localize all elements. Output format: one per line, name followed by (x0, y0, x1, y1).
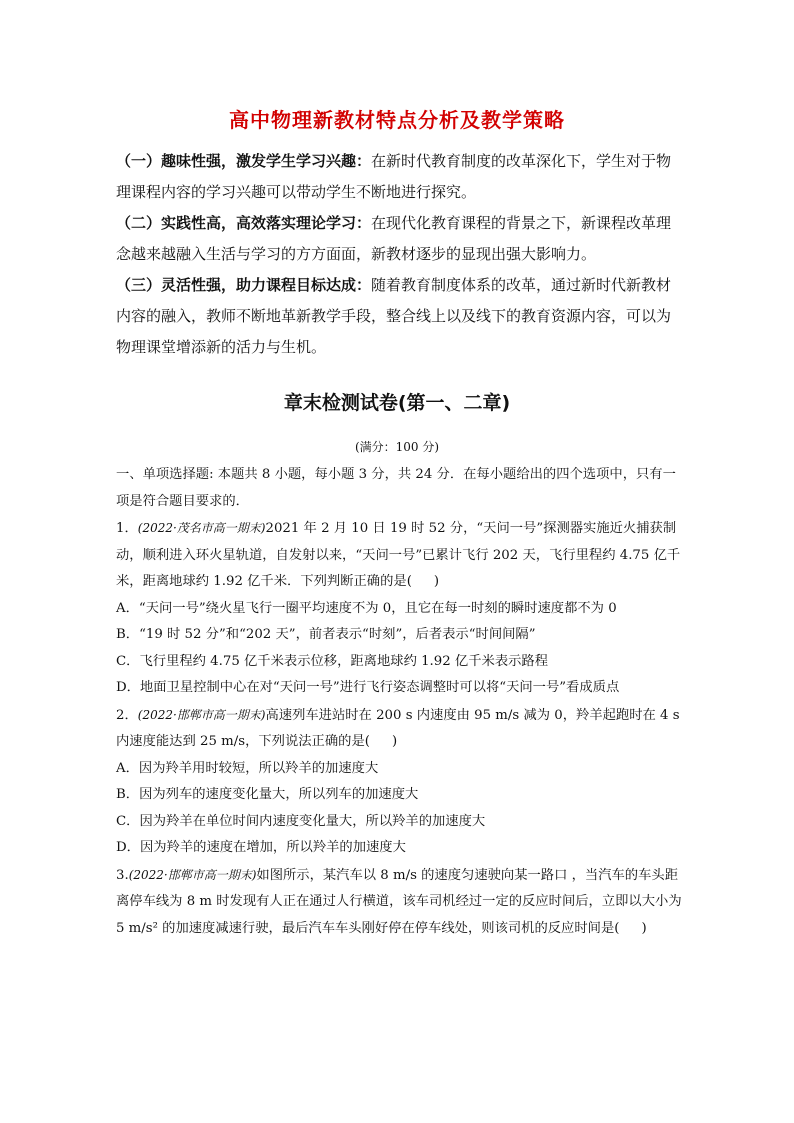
intro-paragraph (116, 270, 682, 363)
question-2 (116, 702, 682, 756)
option: D．地面卫星控制中心在对“天问一号”进行飞行姿态调整时可以将“天问一号”看成质点 (116, 680, 620, 695)
option: C．因为羚羊在单位时间内速度变化量大，所以羚羊的加速度大 (116, 813, 486, 829)
exam-score: (满分：100 分) (354, 440, 440, 454)
question-text: 如图所示，某汽车以 8 m/s 的速度匀速驶向某一路口 ，当汽车的车头距离停车线为 8 m 时发现有人正在通过人行横道，该车司机经过一定的反应时间后，立即以大小为 5 m/s² 的加速度减速行驶，最后汽车车头刚好停在停车线处，则该司机的反应时间是( (116, 867, 682, 936)
question-text: 2021 年 2 月 10 日 19 时 52 分，“天问一号”探测器实施近火捕获制动，顺利进入环火星轨道，自发射以来，“天问一号”已累计飞行 202 天，飞行里程约 4.75 亿千米，距离地球约 1.92 亿千米．下列判断正确的是( (116, 521, 681, 589)
intro-heading: （一）趣味性强，激发学生学习兴趣： (116, 152, 372, 170)
exam-title: 章末检测试卷(第一、二章) (283, 392, 511, 414)
option: D．因为羚羊的速度在增加，所以羚羊的加速度大 (116, 840, 406, 855)
question-source: (2022·茂名市高一期末) (137, 521, 266, 535)
option: B．因为列车的速度变化量大，所以列车的加速度大 (116, 787, 419, 802)
question-1 (116, 515, 682, 596)
intro-paragraph (116, 146, 682, 208)
question-source: (2022·邯郸市高一期末) (137, 707, 266, 722)
question-text: 高速列车进站时在 200 s 内速度由 95 m/s 减为 0，羚羊起跑时在 4 s 内速度能达到 25 m/s，下列说法正确的是( (116, 707, 680, 749)
answer-paren-close: ) (391, 734, 398, 749)
option: A．“天问一号”绕火星飞行一圈平均速度不为 0，且它在每一时刻的瞬时速度都不为 0 (116, 600, 617, 616)
option: B．“19 时 52 分”和“202 天”，前者表示“时刻”，后者表示“时间间隔” (116, 627, 536, 642)
answer-paren-close: ) (433, 574, 440, 589)
question-3 (116, 862, 682, 943)
answer-paren-close: ) (641, 920, 647, 936)
intro-text: 在现代化教育课程的背景之下，新课程改革理念越来越融入生活与学习的方方面面，新教材逐步的显现出强大影响力。 (116, 214, 672, 263)
document-title: 高中物理新教材特点分析及教学策略 (229, 108, 565, 132)
intro-paragraph (116, 208, 682, 270)
intro-text: 在新时代教育制度的改革深化下，学生对于物理课程内容的学习兴趣可以带动学生不断地进行探究。 (116, 152, 672, 201)
question-number: 1． (116, 521, 138, 536)
question-number: 2． (116, 707, 138, 723)
option: C．飞行里程约 4.75 亿千米表示位移，距离地球约 1.92 亿千米表示路程 (116, 653, 549, 669)
intro-section (116, 146, 682, 363)
intro-heading: （二）实践性高，高效落实理论学习： (116, 214, 372, 232)
question-source: (2022·邯郸市高一期末) (128, 867, 257, 882)
intro-text: 随着教育制度体系的改革，通过新时代新教材内容的融入，教师不断地革新教学手段，整合线上以及线下的教育资源内容，可以为物理课堂增添新的活力与生机。 (116, 276, 672, 356)
section-instructions: 一、单项选择题: 本题共 8 小题，每小题 3 分，共 24 分．在每小题给出的四个选项中，只有一项是符合题目要求的． (116, 467, 676, 509)
option: A．因为羚羊用时较短，所以羚羊的加速度大 (116, 760, 379, 776)
question-number: 3. (116, 867, 129, 883)
intro-heading: （三）灵活性强，助力课程目标达成： (116, 276, 372, 294)
exam-body (116, 462, 682, 942)
